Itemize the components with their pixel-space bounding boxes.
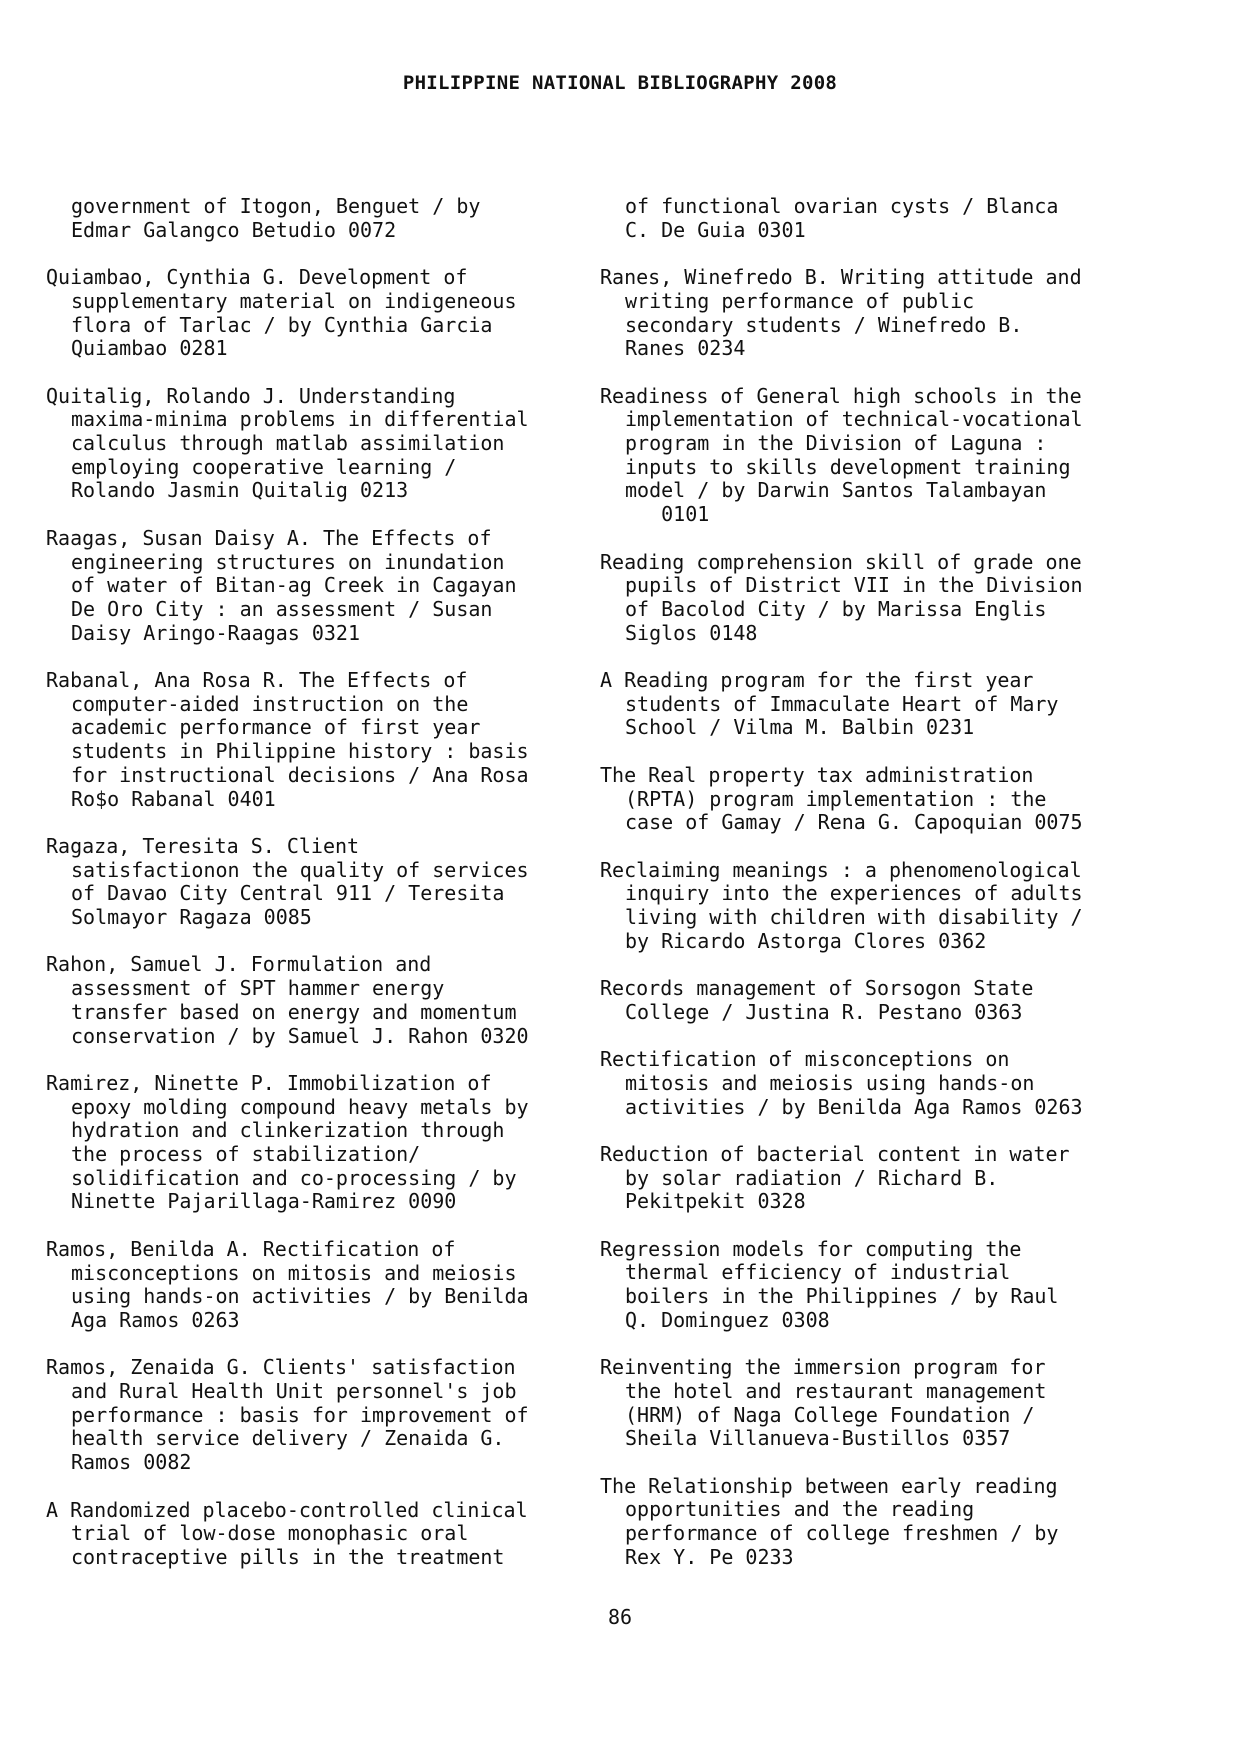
bibliography-entry: Rahon, Samuel J. Formulation and assessment of SPT hammer energy transfer based on energy and momentum conservation / by Samuel J. Rahon 0320 (46, 952, 529, 1048)
bibliography-entry: Ranes, Winefredo B. Writing attitude and writing performance of public secondary students / Winefredo B. Ranes 0234 (600, 265, 1082, 361)
bibliography-entry: Rectification of misconceptions on mitosis and meiosis using hands-on activities / by Benilda Aga Ramos 0263 (600, 1047, 1083, 1119)
bibliography-entry: Reading comprehension skill of grade one pupils of District VII in the Division of Bacolod City / by Marissa Englis Siglos 0148 (600, 549, 1083, 645)
bibliography-entry: Readiness of General high schools in the implementation of technical-vocational program in the Division of Laguna : inputs to skills development training model / by Darwin Santos Talambayan 0101 (600, 383, 1083, 527)
bibliography-entry: A Randomized placebo-controlled clinical trial of low-dose monophasic oral contraceptive pills in the treatment (46, 1497, 528, 1569)
bibliography-entry: Ramos, Benilda A. Rectification of misconceptions on mitosis and meiosis using hands-on activities / by Benilda Aga Ramos 0263 (46, 1236, 529, 1332)
bibliography-entry: government of Itogon, Benguet / by Edmar Galangco Betudio 0072 (71, 194, 481, 242)
bibliography-entry: of functional ovarian cysts / Blanca C. De Guia 0301 (625, 194, 1059, 242)
bibliography-entry: Rabanal, Ana Rosa R. The Effects of computer-aided instruction on the academic performance of first year students in Philippine history : basis for instructional decisions / Ana Rosa Ro$o Rabanal 0401 (46, 668, 529, 811)
bibliography-entry: The Real property tax administration (RPTA) program implementation : the case of Gamay / Rena G. Capoquian 0075 (600, 762, 1083, 835)
left-column (46, 195, 561, 1593)
bibliography-entry: Reduction of bacterial content in water by solar radiation / Richard B. Pekitpekit 0328 (600, 1141, 1070, 1214)
bibliography-entry: Records management of Sorsogon State College / Justina R. Pestano 0363 (600, 976, 1034, 1024)
bibliography-entry: Ramos, Zenaida G. Clients' satisfaction and Rural Health Unit personnel's job performance : basis for improvement of health service delivery / Zenaida G. Ramos 0082 (46, 1355, 529, 1475)
bibliography-entry: Quiambao, Cynthia G. Development of supplementary material on indigeneous flora of Tarlac / by Cynthia Garcia Quiambao 0281 (46, 265, 517, 361)
bibliography-entry: Ragaza, Teresita S. Client satisfactionon the quality of services of Davao City Central 911 / Teresita Solmayor Ragaza 0085 (46, 833, 529, 930)
bibliography-entry: Quitalig, Rolando J. Understanding maxima-minima problems in differential calculus through matlab assimilation employing cooperative learning / Rolando Jasmin Quitalig 0213 (46, 383, 529, 503)
bibliography-entry: Raagas, Susan Daisy A. The Effects of engineering structures on inundation of water of Bitan-ag Creek in Cagayan De Oro City : an assessment / Susan Daisy Aringo-Raagas 0321 (46, 525, 517, 645)
bibliography-entry: Reclaiming meanings : a phenomenological inquiry into the experiences of adults living with children with disability / by Ricardo Astorga Clores 0362 (600, 857, 1083, 953)
page-title: PHILIPPINE NATIONAL BIBLIOGRAPHY 2008 (402, 72, 838, 94)
right-column (600, 195, 1115, 1593)
bibliography-entry: Regression models for computing the thermal efficiency of industrial boilers in the Philippines / by Raul Q. Dominguez 0308 (600, 1236, 1059, 1332)
bibliography-entry: Reinventing the immersion program for the hotel and restaurant management (HRM) of Naga College Foundation / Sheila Villanueva-Bustillos 0357 (600, 1355, 1047, 1451)
page-number: 86 (607, 1605, 633, 1629)
bibliography-entry: The Relationship between early reading opportunities and the reading performance of college freshmen / by Rex Y. Pe 0233 (600, 1473, 1059, 1569)
bibliography-entry: Ramirez, Ninette P. Immobilization of epoxy molding compound heavy metals by hydration and clinkerization through the process of stabilization/ solidification and co-processing / by Ninette Pajarillaga-Ramirez 0090 (46, 1070, 529, 1214)
bibliography-entry: A Reading program for the first year students of Immaculate Heart of Mary School / Vilma M. Balbin 0231 (600, 668, 1059, 740)
